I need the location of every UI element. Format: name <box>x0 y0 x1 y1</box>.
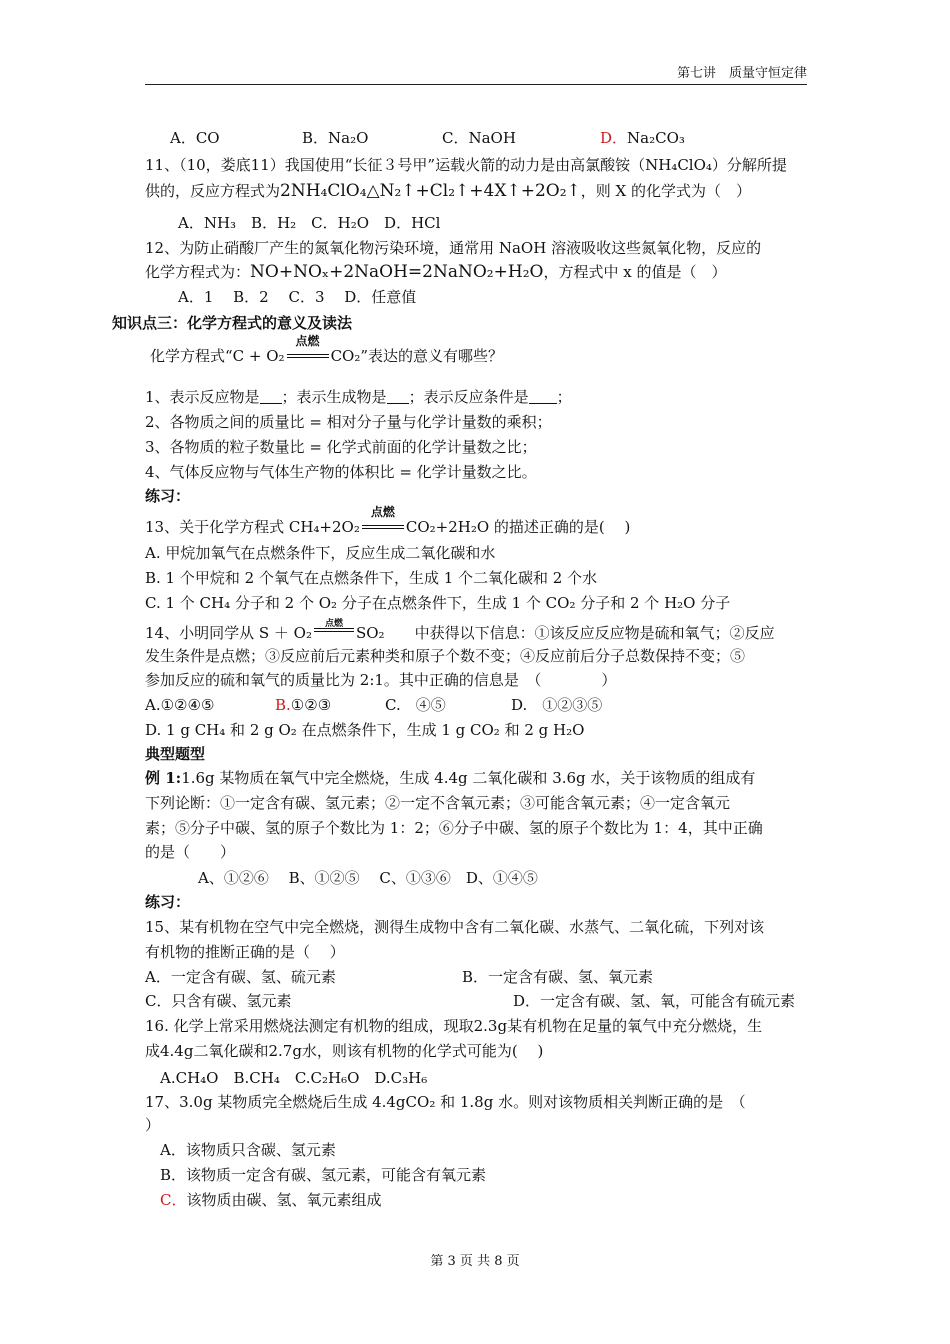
section3-point4: 4、气体反应物与气体生产物的体积比 = 化学计量数之比。 <box>145 463 537 481</box>
header-title: 第七讲 质量守恒定律 <box>676 66 807 81</box>
page-footer <box>0 1250 950 1269</box>
condition-blank[interactable] <box>529 389 557 404</box>
q14-option-a: A.①②④⑤ <box>145 696 215 714</box>
equals-sign <box>287 354 329 358</box>
q14-options <box>145 695 603 715</box>
option-c: C．NaOH <box>442 129 516 147</box>
q13-stem-b: CO₂+2H₂O 的描述正确的是( ) <box>405 518 631 536</box>
section3-point3: 3、各物质的粒子数量比 = 化学式前面的化学计量数之比； <box>145 438 537 456</box>
q17-option-c-text: 该物质由碳、氢、氧元素组成 <box>186 1191 382 1209</box>
example-line1 <box>145 768 755 788</box>
page-number: 第 3 页 共 8 页 <box>430 1254 520 1269</box>
q12-text-b: ，方程式中 x 的值是（ ） <box>543 263 727 281</box>
q15-line1: 15、某有机物在空气中完全燃烧，测得生成物中含有二氧化碳、水蒸气、二氧化硫，下列对该 <box>145 918 765 936</box>
q15-option-a: A．一定含有碳、氢、硫元素 <box>145 968 336 986</box>
reaction-condition <box>285 334 331 363</box>
q13-option-a: A. 甲烷加氧气在点燃条件下，反应生成二氧化碳和水 <box>145 544 496 562</box>
q14-line1-a: 14、小明同学从 S ＋ O₂ <box>145 624 312 642</box>
q17-option-b: B．该物质一定含有碳、氢元素，可能含有氧元素 <box>160 1166 487 1184</box>
q12-text-a: 化学方程式为： <box>145 263 251 281</box>
q11-text-b: ，则 X 的化学式为（ ） <box>580 182 751 200</box>
point1-a: 1、表示反应物是 <box>145 388 260 406</box>
q17-line1: 17、3.0g 某物质完全燃烧后生成 4.4gCO₂ 和 1.8g 水。则对该物质相关判断正确的是 （ <box>145 1093 746 1111</box>
section3-question-b: CO₂”表达的意义有哪些？ <box>330 347 504 365</box>
q15-option-b: B．一定含有碳、氢、氧元素 <box>462 968 654 986</box>
q12-line1: 12、为防止硝酸厂产生的氮氧化物污染环境，通常用 NaOH 溶液吸收这些氮氧化物，反应的 <box>145 239 762 257</box>
q15-option-d: D．一定含有碳、氢、氧，可能含有硫元素 <box>513 992 796 1010</box>
q14-line2: 发生条件是点燃；③反应前后元素种类和原子个数不变；④反应前后分子总数保持不变；⑤ <box>145 647 746 665</box>
q13-stem-a: 13、关于化学方程式 CH₄+2O₂ <box>145 518 360 536</box>
practice-heading: 练习： <box>145 487 191 505</box>
q17-line2: ） <box>145 1116 161 1134</box>
example-line3: 素；⑤分子中碳、氢的原子个数比为 1：2；⑥分子中碳、氢的原子个数比为 1：4，其中正确 <box>145 819 763 837</box>
q15-option-c: C．只含有碳、氢元素 <box>145 992 292 1010</box>
q14-option-b <box>275 695 365 715</box>
point1-b: ；表示生成物是 <box>281 388 387 406</box>
q14-option-b-text: ①②③ <box>290 696 332 714</box>
point1-d: ； <box>556 388 572 406</box>
q14-equals-sign <box>314 628 354 632</box>
section3-point2: 2、各物质之间的质量比 = 相对分子量与化学计量数的乘积； <box>145 413 552 431</box>
q17-option-c <box>160 1190 382 1210</box>
q13-equals-sign <box>362 525 404 529</box>
section3-title: 知识点三：化学方程式的意义及读法 <box>112 314 353 332</box>
q14-line1-b: SO₂ 中获得以下信息：①该反应反应物是硫和氧气；②反应 <box>355 624 775 642</box>
q13-stem <box>145 505 631 537</box>
q12-line2 <box>145 262 726 282</box>
option-a: A．CO <box>170 129 220 147</box>
q17-option-c-letter: C． <box>160 1191 187 1209</box>
q11-line1: 11、（10，娄底11）我国使用“长征３号甲”运载火箭的动力是由高氯酸铵（NH₄ClO₄）分解所提 <box>145 156 787 174</box>
option-d <box>600 128 720 148</box>
reactant-blank[interactable] <box>260 389 282 404</box>
page-header <box>145 62 807 85</box>
q12-options: A．1 B．2 C．3 D．任意值 <box>178 288 417 306</box>
q16-options: A.CH₄O B.CH₄ C.C₂H₆O D.C₃H₆ <box>160 1069 428 1087</box>
q14-option-c: C. ④⑤ <box>385 696 446 714</box>
q14-condition <box>312 619 356 640</box>
section3-question-a: 化学方程式“C + O₂ <box>150 347 285 365</box>
q16-line2: 成4.4g二氧化碳和2.7g水，则该有机物的化学式可能为( ) <box>145 1042 544 1060</box>
q13-option-b: B. 1 个甲烷和 2 个氧气在点燃条件下，生成 1 个二氧化碳和 2 个水 <box>145 569 598 587</box>
section3-point1 <box>145 387 572 407</box>
q11-text-a: 供的，反应方程式为 <box>145 182 281 200</box>
example-line2: 下列论断：①一定含有碳、氢元素；②一定不含氧元素；③可能含氧元素；④一定含氧元 <box>145 794 731 812</box>
practice-heading-2: 练习： <box>145 893 191 911</box>
option-b: B．Na₂O <box>302 129 369 147</box>
q13-option-c: C. 1 个 CH₄ 分子和 2 个 O₂ 分子在点燃条件下，生成 1 个 CO₂ 分子和 2 个 H₂O 分子 <box>145 594 731 612</box>
condition-label: 点燃 <box>295 334 320 348</box>
q14-option-d: D. ①②③⑤ <box>511 696 603 714</box>
q13-condition <box>360 505 406 534</box>
q15-line2: 有机物的推断正确的是（ ） <box>145 943 345 961</box>
option-d-text: Na₂CO₃ <box>627 129 685 147</box>
example-text1: 1.6g 某物质在氧气中完全燃烧，生成 4.4g 二氧化碳和 3.6g 水，关于该物质的组成有 <box>181 769 756 787</box>
option-d-letter: D． <box>600 129 628 147</box>
example-label: 例 1: <box>145 769 182 787</box>
example-options: A、①②⑥ B、①②⑤ C、①③⑥ D、①④⑤ <box>198 869 538 887</box>
point1-c: ；表示反应条件是 <box>408 388 529 406</box>
q13-condition-label: 点燃 <box>370 505 395 519</box>
q14-line3: 参加反应的硫和氧气的质量比为 2:1。其中正确的信息是 （ ） <box>145 671 617 689</box>
q13-option-d: D. 1 g CH₄ 和 2 g O₂ 在点燃条件下，生成 1 g CO₂ 和 2 g H₂O <box>145 721 585 739</box>
typical-title: 典型题型 <box>145 745 206 763</box>
q14-line1 <box>145 619 775 643</box>
q17-option-a: A．该物质只含碳、氢元素 <box>160 1141 336 1159</box>
q12-equation: NO+NOₓ+2NaOH=2NaNO₂+H₂O <box>250 262 544 282</box>
q14-condition-label: 点燃 <box>324 619 343 629</box>
prev-options <box>170 128 685 148</box>
section3-question <box>150 334 504 366</box>
product-blank[interactable] <box>387 389 409 404</box>
q11-line2 <box>145 181 751 201</box>
q14-option-b-letter: B. <box>275 696 291 714</box>
example-line4: 的是（ ） <box>145 843 236 861</box>
q11-options: A．NH₃ B．H₂ C．H₂O D．HCl <box>178 214 441 232</box>
q11-equation: 2NH₄ClO₄△N₂↑+Cl₂↑+4X↑+2O₂↑ <box>280 181 581 201</box>
q16-line1: 16. 化学上常采用燃烧法测定有机物的组成，现取2.3g某有机物在足量的氧气中充分燃烧，生 <box>145 1017 763 1035</box>
